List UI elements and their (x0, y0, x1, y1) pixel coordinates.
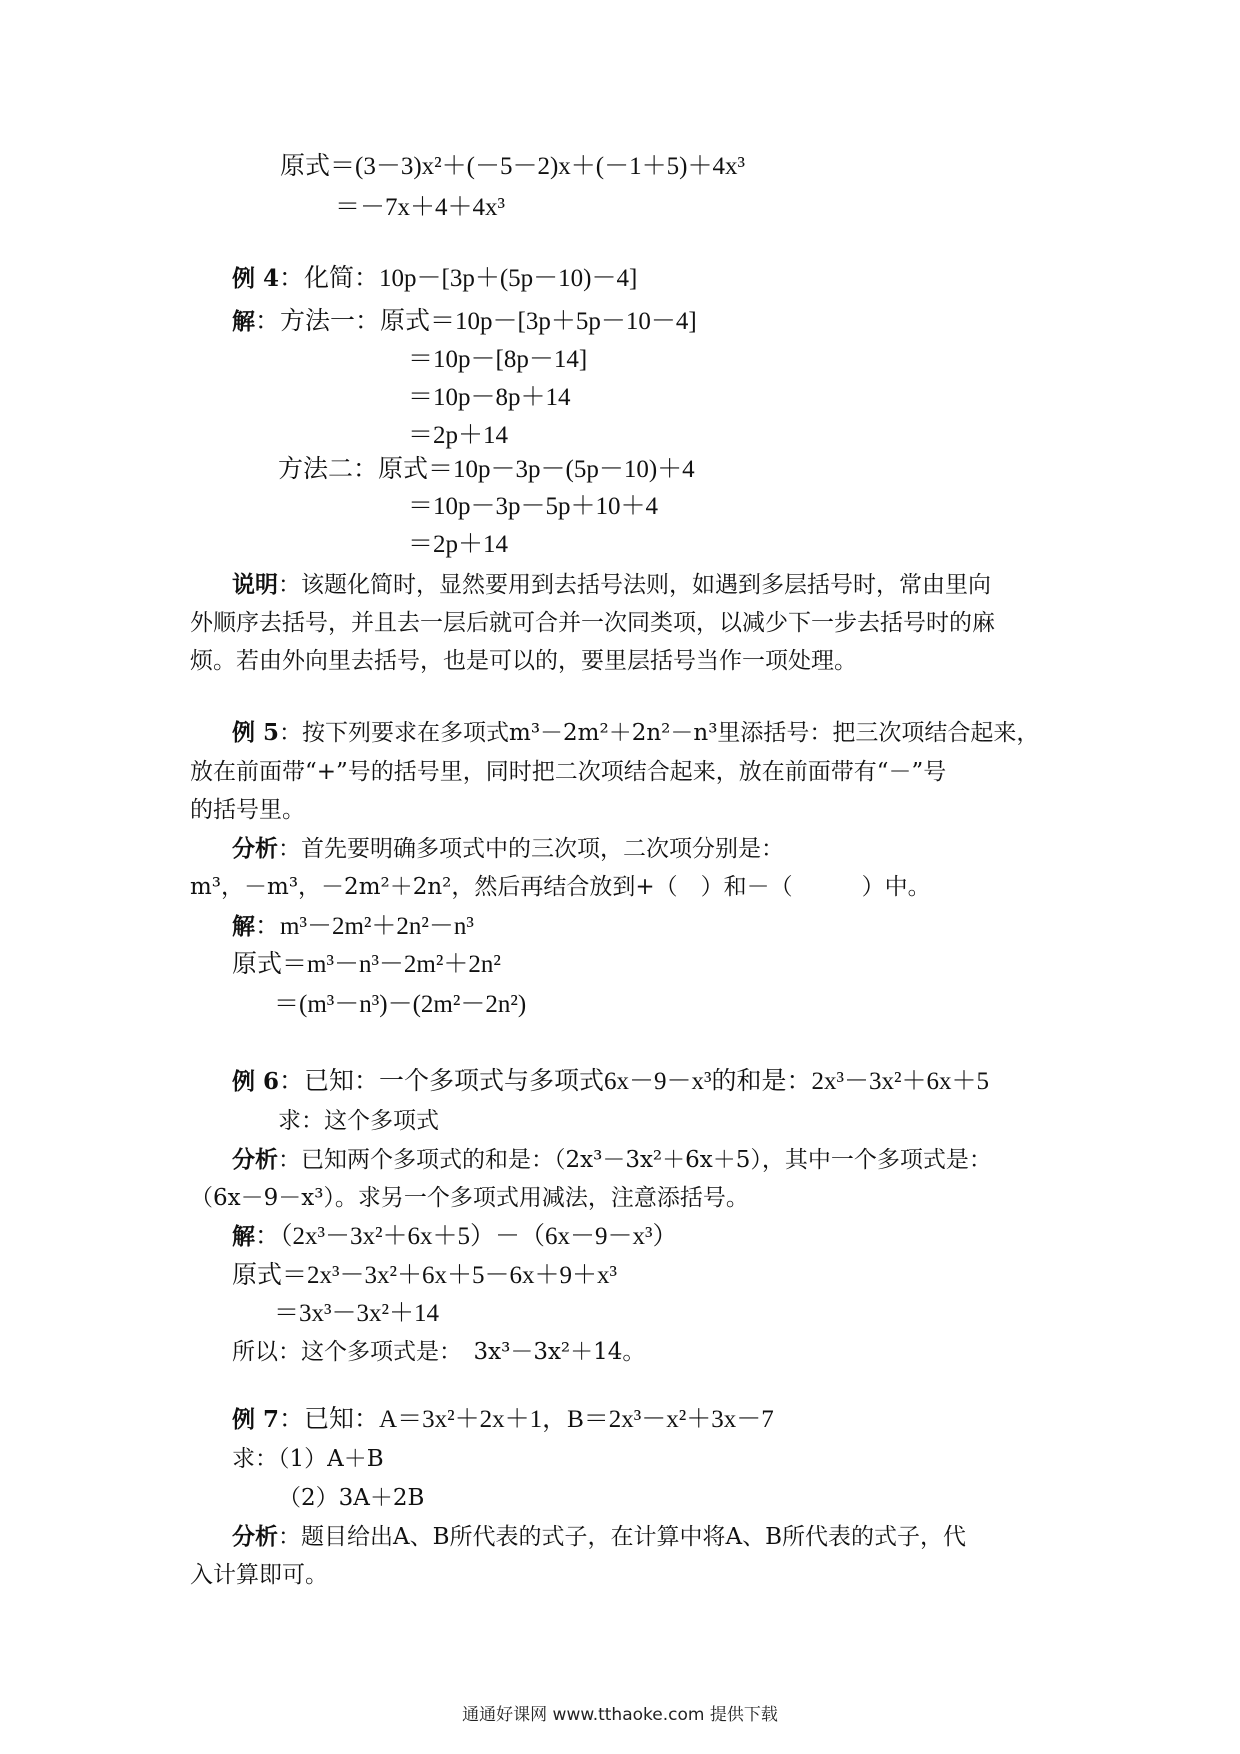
solution-label: 解 (232, 913, 255, 940)
example-4-step: ＝10p－3p－5p＋10＋4 (408, 493, 659, 520)
example-6-analysis-line-2: （6x－9－x³）。求另一个多项式用减法，注意添括号。 (190, 1185, 749, 1211)
solution-label: 解 (232, 1223, 255, 1250)
example-5-analysis-line-1: 分析：首先要明确多项式中的三次项，二次项分别是： (232, 835, 784, 862)
example-6-solution: 解：（2x³－3x²＋6x＋5）－（6x－9－x³） (232, 1223, 678, 1250)
example-5-question-line-3: 的括号里。 (190, 797, 305, 823)
example-6-conclusion: 所以：这个多项式是： 3x³－3x²＋14。 (232, 1339, 646, 1365)
example-5-step: ＝(m³－n³)－(2m²－2n²) (274, 991, 527, 1018)
example-5-question-line-1: 例 5：按下列要求在多项式m³－2m²＋2n²－n³里添括号：把三次项结合起来， (232, 719, 1040, 746)
example-6-label: 例 6 (232, 1068, 280, 1095)
example-4-step: ＝2p＋14 (408, 531, 509, 558)
prev-line-2: ＝－7x＋4＋4x³ (335, 194, 505, 221)
example-5-question-line-2: 放在前面带“+”号的括号里，同时把二次项结合起来，放在前面带有“－”号 (190, 759, 947, 785)
example-5-label: 例 5 (232, 719, 280, 746)
example-7-analysis-line-2: 入计算即可。 (190, 1562, 328, 1588)
analysis-label: 分析 (232, 835, 278, 862)
example-5-step: 原式＝m³－n³－2m²＋2n² (232, 951, 501, 978)
example-5-solution: 解：m³－2m²＋2n²－n³ (232, 913, 474, 940)
example-4-note-line-3: 烦。若由外向里去括号，也是可以的，要里层括号当作一项处理。 (190, 648, 857, 674)
analysis-label: 分析 (232, 1146, 278, 1173)
example-4-step: ＝10p－8p＋14 (408, 384, 571, 411)
prev-line-1: 原式＝(3－3)x²＋(－5－2)x＋(－1＋5)＋4x³ (280, 153, 745, 180)
example-5-analysis-line-2: m³，－m³，－2m²＋2n²，然后再结合放到+（ ）和－（ ）中。 (190, 874, 931, 900)
example-7-ask-1: 求：（1）A＋B (232, 1446, 384, 1472)
analysis-label: 分析 (232, 1523, 278, 1550)
example-4-step: ＝10p－[8p－14] (408, 346, 588, 373)
solution-label: 解 (232, 308, 255, 335)
example-4-method-2: 方法二：原式＝10p－3p－(5p－10)＋4 (278, 456, 695, 483)
example-7-label: 例 7 (232, 1406, 280, 1433)
example-7-analysis-line-1: 分析：题目给出A、B所代表的式子，在计算中将A、B所代表的式子，代 (232, 1523, 967, 1550)
example-4-question: 例 4：化简：10p－[3p＋(5p－10)－4] (232, 265, 638, 292)
example-6-analysis-line-1: 分析：已知两个多项式的和是：（2x³－3x²＋6x＋5），其中一个多项式是： (232, 1146, 992, 1173)
example-4-method-1: 解：方法一：原式＝10p－[3p＋5p－10－4] (232, 308, 697, 335)
note-label: 说明 (232, 571, 278, 598)
example-6-question: 例 6：已知：一个多项式与多项式6x－9－x³的和是：2x³－3x²＋6x＋5 (232, 1068, 990, 1095)
example-6-step: ＝3x³－3x²＋14 (274, 1300, 439, 1327)
example-6-step: 原式＝2x³－3x²＋6x＋5－6x＋9＋x³ (232, 1262, 617, 1289)
example-4-note-line-2: 外顺序去括号，并且去一层后就可合并一次同类项，以减少下一步去括号时的麻 (190, 610, 995, 636)
page-footer: 通通好课网 www.tthaoke.com 提供下载 (462, 1705, 778, 1725)
example-7-ask-2: （2）3A＋2B (278, 1485, 425, 1511)
example-4-label: 例 4 (232, 265, 280, 292)
example-4-step: ＝2p＋14 (408, 422, 509, 449)
example-4-note-line-1: 说明：该题化简时，显然要用到去括号法则，如遇到多层括号时，常由里向 (232, 571, 991, 598)
example-7-question: 例 7：已知：A＝3x²＋2x＋1，B＝2x³－x²＋3x－7 (232, 1406, 774, 1433)
example-6-ask: 求：这个多项式 (278, 1108, 439, 1134)
